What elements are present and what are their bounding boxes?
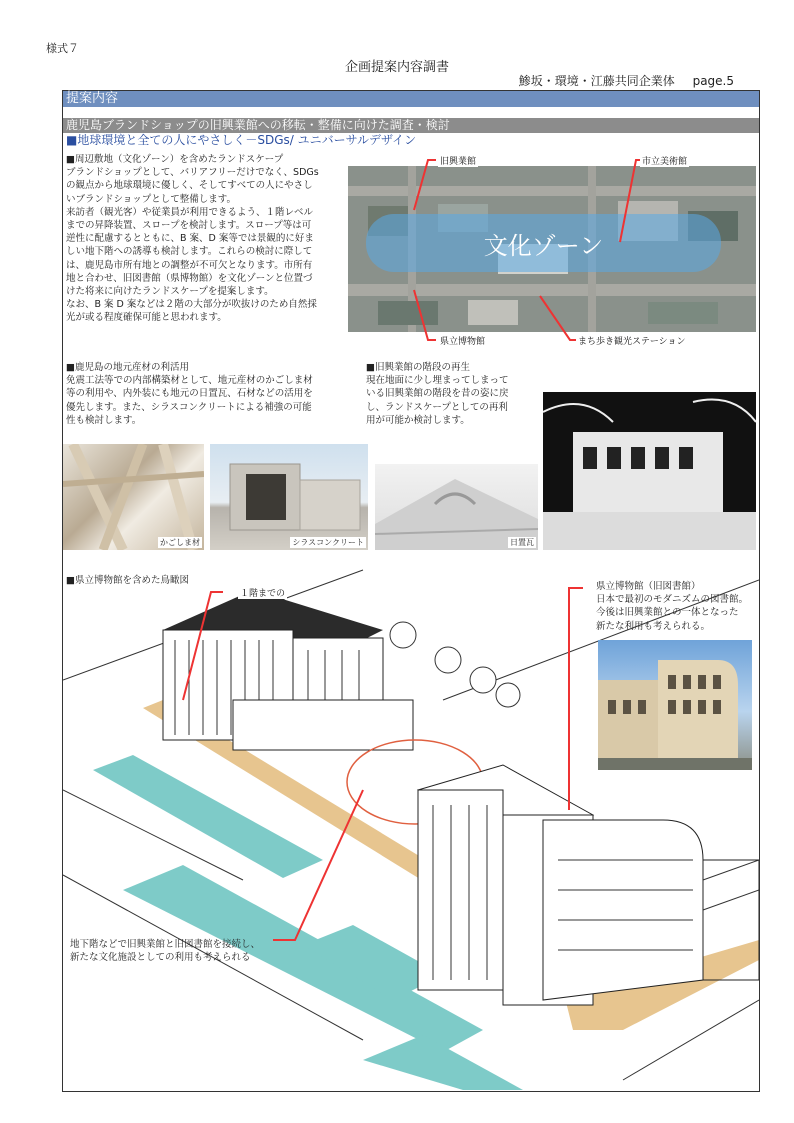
museum-note-line: 新たな利用も考えられる。 — [596, 620, 711, 632]
tile-photo — [375, 464, 538, 550]
section-heading: 提案内容 — [63, 91, 759, 107]
shirasu-photo — [210, 444, 368, 550]
museum-note-title: 県立博物館（旧図書館） — [596, 581, 701, 592]
landscape-line: 地と合わせ、旧図書館（県博物館）を文化ゾーンと位置づ — [66, 272, 313, 284]
landscape-line: の観点から地球環境に優しく、そしてすべての人にやさし — [66, 180, 313, 192]
local-material-line: 性も検討します。 — [66, 414, 142, 426]
landscape-line: ブランドショップとして、バリアフリーだけでなく、SDGs — [66, 167, 319, 179]
staircase-line: 用が可能か検討します。 — [366, 414, 470, 426]
local-material-line: 等の利用や、内外装にも地元の日置瓦、石材などの活用を — [66, 388, 313, 400]
historic-building-photo — [543, 392, 756, 550]
landscape-line: けた将来に向けたランドスケープを提案します。 — [66, 286, 274, 298]
underground-note-line: 地下階などで旧興業館と旧図書館を接続し、 — [70, 939, 261, 950]
museum-note-line: 日本で最初のモダニズムの図書館。 — [596, 594, 749, 606]
landscape-line: 逆性に配慮するとともに、B 案、D 案等では景観的に好ま — [66, 233, 314, 245]
staircase-line: いる旧興業館の階段を昔の姿に戻 — [366, 388, 509, 400]
shirasu-caption: シラスコンクリート — [292, 538, 364, 547]
birdseye-title: ■県立博物館を含めた鳥瞰図 — [66, 575, 189, 586]
landscape-line: なお、B 案 D 案などは２階の大部分が吹抜けのため自然採 — [66, 299, 317, 311]
aerial-callout-lines — [340, 150, 760, 350]
staircase-title: ■旧興業館の階段の再生 — [366, 362, 470, 373]
staircase-line: し、ランドスケープとしての再利 — [366, 401, 508, 413]
underground-note — [70, 938, 310, 964]
landscape-block — [66, 153, 346, 325]
organization-name: 鯵坂・環境・江藤共同企業体 — [518, 74, 675, 88]
section-subheading: 鹿児島ブランドショップの旧興業館への移転・整備に向けた調査・検討 — [63, 118, 759, 133]
museum-photo — [598, 640, 752, 770]
landscape-line: は、鹿児島市所有地との調整が不可欠となります。市所有 — [66, 259, 313, 271]
landscape-line: までの昇降装置、スロープを検討します。スロープ等は可 — [66, 220, 312, 232]
label-station: まち歩き観光ステーション — [576, 334, 687, 347]
landscape-title: ■周辺敷地（文化ゾーン）を含めたランドスケープ — [66, 154, 284, 165]
form-number: 様式７ — [46, 42, 79, 55]
museum-note — [596, 580, 760, 633]
staircase-block — [366, 361, 546, 427]
wood-photo — [63, 444, 204, 550]
shirasu-building-graphic — [210, 444, 368, 550]
floor-note: １階までの — [238, 586, 287, 599]
local-material-line: 免震工法等での内部構築材として、地元産材のかごしま材 — [66, 375, 313, 387]
landscape-line: 来訪者（観光客）や従業員が利用できるよう、１階レベル — [66, 206, 314, 218]
document-title: 企画提案内容調書 — [344, 60, 449, 75]
historic-building-graphic — [543, 392, 756, 550]
tile-caption: 日置瓦 — [510, 538, 534, 547]
landscape-line: しい地下階への誘導も検討します。これらの検討に際して — [66, 246, 313, 258]
culture-zone-label: 文化ゾーン — [366, 214, 721, 272]
page-number: page.5 — [692, 74, 734, 88]
theme-heading: ■地球環境と全ての人にやさしく－SDGs/ ユニバーサルデザイン — [66, 133, 417, 147]
staircase-line: 現在地面に少し埋まってしまって — [366, 375, 509, 387]
local-material-title: ■鹿児島の地元産材の利活用 — [66, 362, 189, 373]
underground-note-line: 新たな文化施設としての利用も考えられる — [70, 952, 251, 964]
landscape-line: 光が或る程度確保可能と思われます。 — [66, 312, 227, 324]
museum-note-line: 今後は旧興業館との一体となった — [596, 607, 739, 619]
label-kyukogyo: 旧興業館 — [438, 154, 478, 167]
museum-building-graphic — [598, 640, 752, 770]
wood-caption: かごしま材 — [160, 538, 200, 547]
label-pref-museum: 県立博物館 — [438, 334, 487, 347]
local-material-line: 優先します。また、シラスコンクリートによる補強の可能 — [66, 401, 312, 413]
wood-beams-graphic — [63, 444, 204, 550]
local-material-block — [66, 361, 358, 427]
landscape-line: いブランドショップとして整備します。 — [66, 193, 237, 205]
label-art-museum: 市立美術館 — [640, 154, 689, 167]
organization-line — [519, 72, 734, 89]
